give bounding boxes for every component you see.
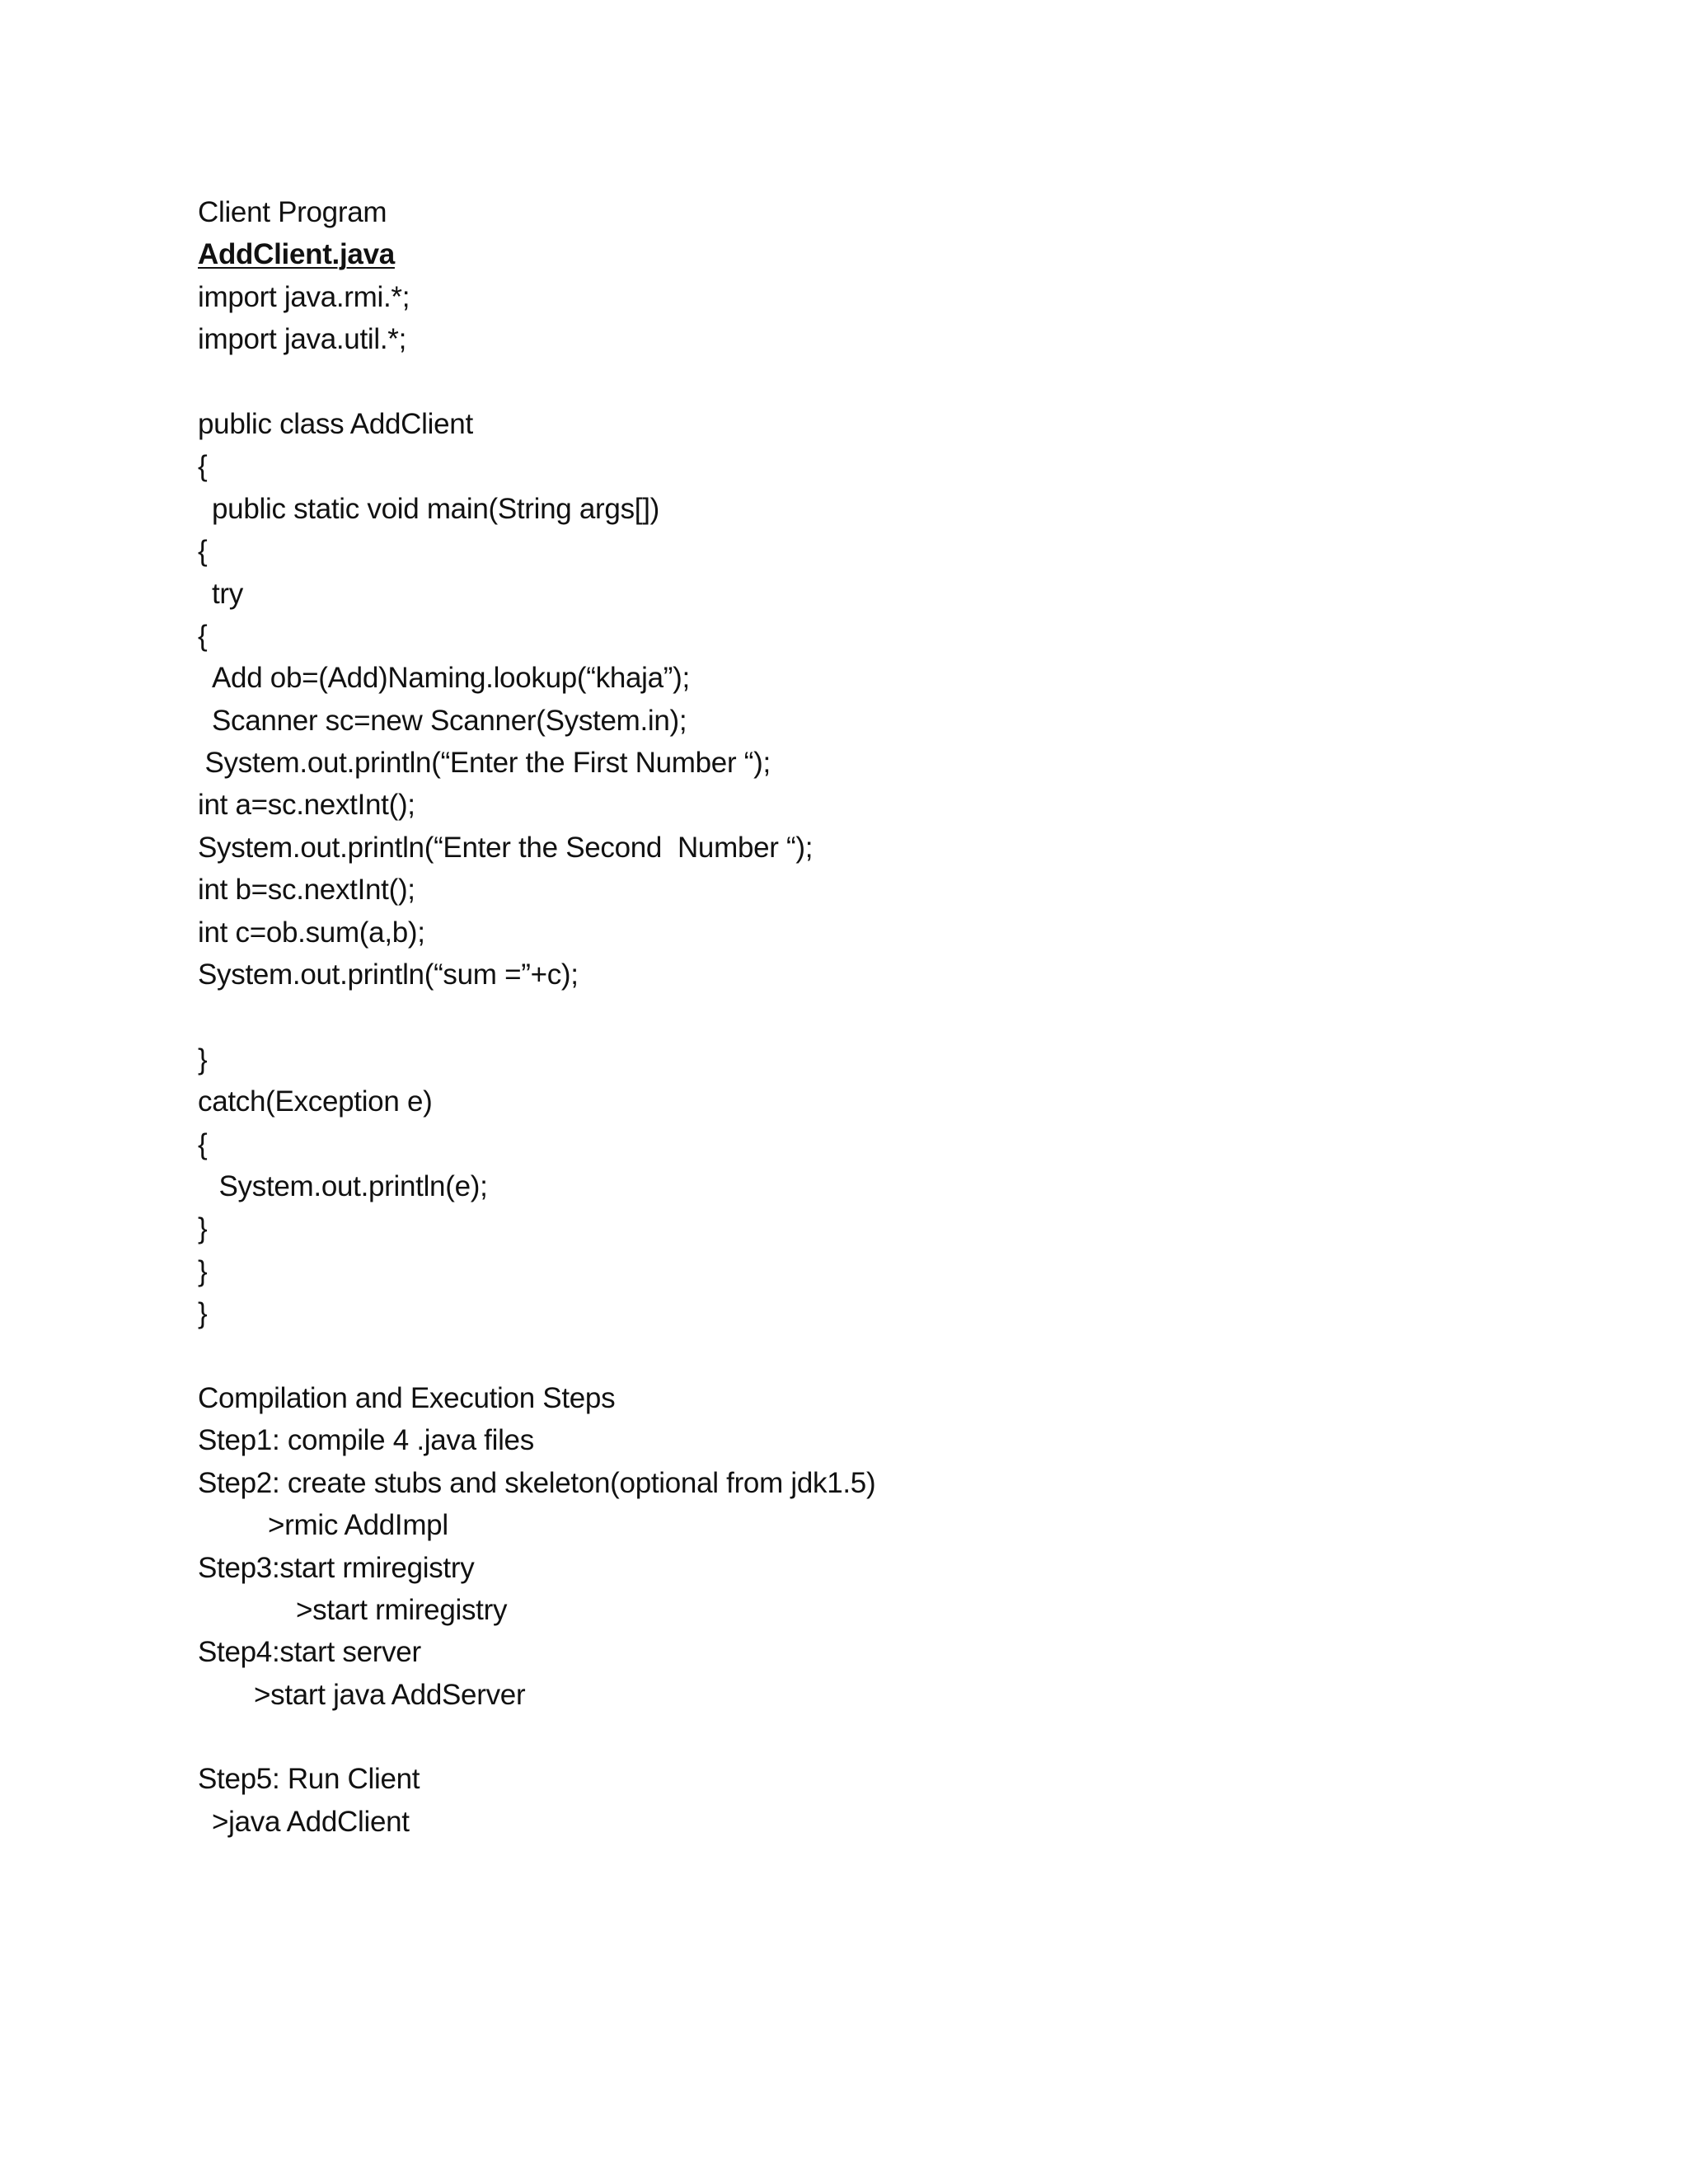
text-line: Step3:start rmiregistry (198, 1551, 475, 1584)
text-line: import java.util.*; (198, 323, 407, 356)
text-line: { (198, 535, 208, 568)
text-line: >rmic AddImpl (268, 1509, 448, 1542)
text-line: Add ob=(Add)Naming.lookup(“khaja”); (212, 662, 690, 695)
text-line: } (198, 1297, 208, 1330)
blank-line (198, 1716, 1599, 1758)
document-page (198, 191, 1599, 1843)
blank-line (198, 996, 1599, 1038)
text-line: Compilation and Execution Steps (198, 1381, 616, 1414)
text-line: { (198, 450, 208, 483)
text-line: } (198, 1212, 208, 1245)
document-title: AddClient.java (198, 238, 395, 271)
text-line: public class AddClient (198, 407, 473, 440)
text-line: Scanner sc=new Scanner(System.in); (212, 704, 687, 737)
text-line: catch(Exception e) (198, 1085, 433, 1118)
text-line: System.out.println(“Enter the Second Number “); (198, 831, 814, 864)
text-line: { (198, 1127, 208, 1160)
text-line: Client Program (198, 196, 387, 228)
text-line: } (198, 1043, 208, 1076)
text-line: System.out.println(“sum =”+c); (198, 958, 579, 991)
text-line: System.out.println(e); (218, 1169, 488, 1202)
text-line: System.out.println(“Enter the First Number “); (204, 747, 771, 780)
text-line: { (198, 619, 208, 652)
text-line: >java AddClient (212, 1805, 410, 1838)
text-line: } (198, 1254, 208, 1287)
text-line: Step2: create stubs and skeleton(optional from jdk1.5) (198, 1466, 876, 1499)
text-line: public static void main(String args[]) (212, 492, 659, 525)
blank-line (198, 1335, 1599, 1377)
text-line: Step4:start server (198, 1636, 421, 1669)
text-line: int a=sc.nextInt(); (198, 789, 415, 822)
text-line: int b=sc.nextInt(); (198, 874, 415, 907)
text-line: Step5: Run Client (198, 1763, 420, 1796)
text-line: Step1: compile 4 .java files (198, 1424, 534, 1457)
blank-line (198, 361, 1599, 403)
text-line: >start rmiregistry (296, 1593, 508, 1626)
text-line: >start java AddServer (254, 1678, 526, 1711)
text-line: try (212, 577, 243, 610)
text-line: import java.rmi.*; (198, 280, 410, 313)
text-line: int c=ob.sum(a,b); (198, 916, 425, 949)
